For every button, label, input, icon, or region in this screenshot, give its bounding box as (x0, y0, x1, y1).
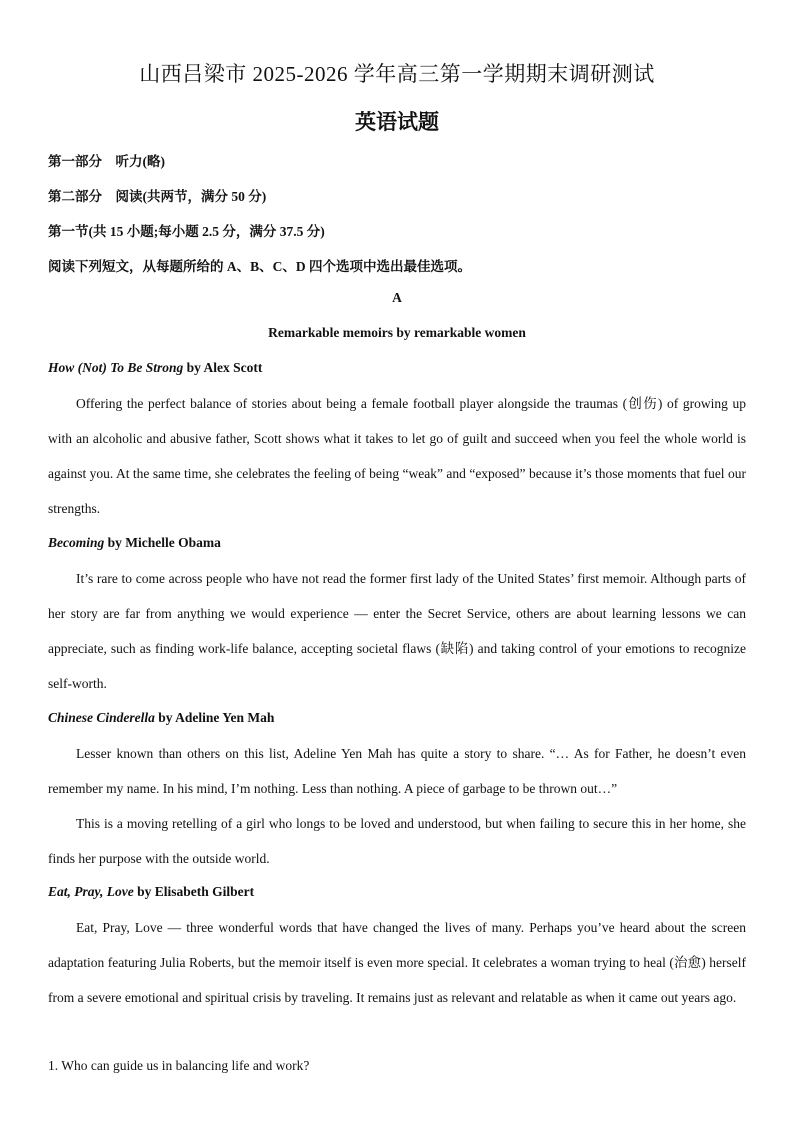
book-title: Chinese Cinderella (48, 710, 155, 725)
instruction-text: 阅读下列短文，从每题所给的 A、B、C、D 四个选项中选出最佳选项。 (48, 259, 472, 274)
book-title: How (Not) To Be Strong (48, 360, 184, 375)
book-heading (48, 535, 221, 551)
book-title: Becoming (48, 535, 105, 550)
book-heading (48, 710, 274, 726)
page-subtitle: 英语试题 (355, 110, 439, 134)
section1-heading: 第一节(共 15 小题;每小题 2.5 分，满分 37.5 分) (48, 224, 325, 239)
book-paragraph: Eat, Pray, Love — three wonderful words that have changed the lives of many. Perhaps you’ve heard about the screen adaptation featuring Julia Roberts, but the memoir itself is even more special. It celebrates a woman trying to heal (治愈) herself from a severe emotional and spiritual crisis by traveling. It remains just as relevant and relatable as when it came out years ago. (48, 920, 746, 1005)
book-heading (48, 884, 254, 900)
passage-title: Remarkable memoirs by remarkable women (268, 325, 526, 340)
book-author: by Alex Scott (183, 360, 263, 375)
part1-heading: 第一部分 听力(略) (48, 154, 165, 169)
book-paragraph: It’s rare to come across people who have not read the former first lady of the United States’ first memoir. Although parts of her story are far from anything we would experience — enter the Secret Service, others are about learning lessons we can appreciate, such as finding work-life balance, accepting societal flaws (缺陷) and taking control of your emotions to recognize self-worth. (48, 571, 746, 691)
passage-letter: A (392, 290, 402, 305)
part2-heading: 第二部分 阅读(共两节，满分 50 分) (48, 189, 267, 204)
book-author: by Elisabeth Gilbert (133, 884, 255, 899)
question-1: 1. Who can guide us in balancing life and work? (48, 1058, 310, 1073)
book-author: by Adeline Yen Mah (154, 710, 275, 725)
book-title: Eat, Pray, Love (48, 884, 134, 899)
book-paragraph: Offering the perfect balance of stories about being a female football player alongside the traumas (创伤) of growing up with an alcoholic and abusive father, Scott shows what it takes to let go of guilt and succeed when you feel the whole world is against you. At the same time, she celebrates the feeling of being “weak” and “exposed” because it’s those moments that fuel our strengths. (48, 396, 746, 516)
book-paragraph: Lesser known than others on this list, Adeline Yen Mah has quite a story to share. “… As for Father, he doesn’t even remember my name. In his mind, I’m nothing. Less than nothing. A piece of garbage to be thrown out…” (48, 746, 746, 796)
page-title: 山西吕梁市 2025-2026 学年高三第一学期期末调研测试 (139, 62, 655, 86)
book-author: by Michelle Obama (104, 535, 221, 550)
book-paragraph: This is a moving retelling of a girl who longs to be loved and understood, but when failing to secure this in her home, she finds her purpose with the outside world. (48, 816, 746, 866)
book-heading (48, 360, 262, 376)
